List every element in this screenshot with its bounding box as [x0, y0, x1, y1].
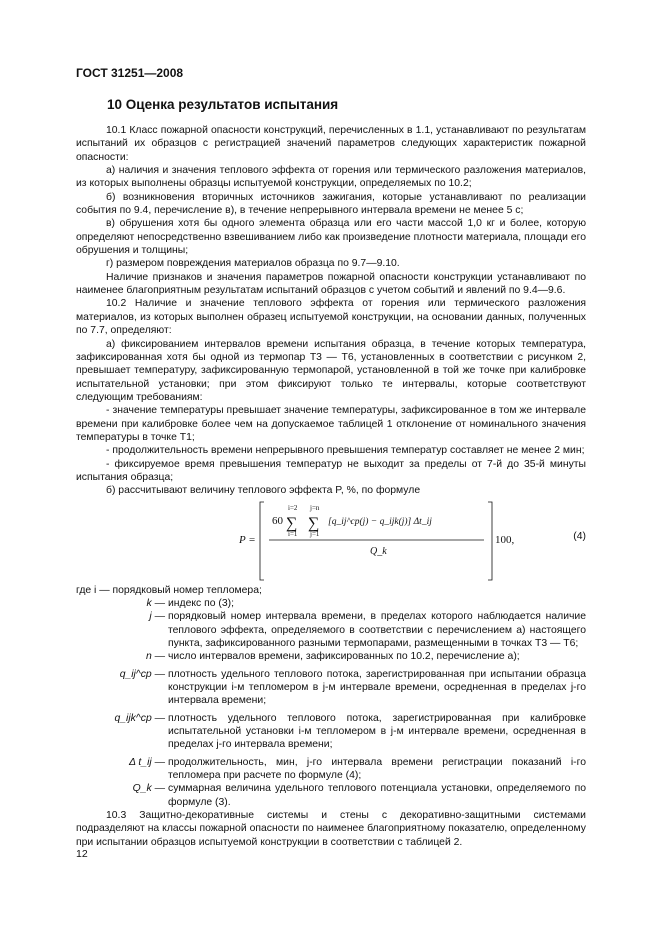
where-desc: плотность удельного теплового потока, зарегистрированная при испытании образца конструкции i-м тепломером в j-м интервале времени, осредненная в пределах j-го интервала времени;: [168, 668, 586, 707]
item-10-1-a: а) наличия и значения теплового эффекта от горения или термического разложения материалов, из которых выполнены образцы испытуемой конструкции, определяемых по 10.2;: [76, 165, 586, 190]
where-item: [76, 712, 586, 752]
where-symbol: Q_k —: [132, 783, 165, 795]
item-10-2-a: а) фиксированием интервалов времени испытания образца, в течение которых температура, зафиксированная хотя бы одной из термопар Т3 — Т6, установленных в соответствии с рисунком 2, превышает температуру, зафиксированную термопарой, установленной в той же точке при калибровке испытательной установки; при этом фиксируют только те интервалы, которые соответствуют следующим требованиям:: [76, 338, 586, 403]
dash-item-2: - продолжительность времени непрерывного превышения температур составляет не менее 2 мин;: [106, 445, 585, 457]
where-item: [76, 668, 586, 708]
where-symbol: j —: [149, 611, 165, 623]
formula-tail: 100,: [495, 533, 515, 546]
paragraph-10-2: 10.2 Наличие и значение теплового эффекта от горения или термического разложения материалов, из которых выполнен образец испытуемой конструкции, на основании данных, полученных по 7.7, определяют:: [76, 298, 586, 337]
formula-numerator: [q_ij^ср(j) − q_ijk(j)] Δt_ij: [328, 516, 432, 527]
where-item: [76, 597, 586, 610]
paragraph-10-1-note: Наличие признаков и значения параметров пожарной опасности конструкции устанавливают по наименее благоприятным результатам испытаний образцов с учетом событий и явлений по 9.4—9.6.: [76, 271, 586, 297]
where-item: [76, 610, 586, 650]
document-body: [76, 124, 586, 849]
formula-coef: 60: [272, 514, 283, 527]
item-10-1-v: в) обрушения хотя бы одного элемента образца или его части массой 1,0 кг и более, которую определяют непосредственно взвешиванием либо как произведение плотности материала, площади его обрушения и толщины;: [76, 218, 586, 257]
formula-graphic: [236, 498, 516, 584]
where-symbol: k —: [146, 597, 165, 609]
where-desc: плотность удельного теплового потока, зарегистрированная при калибровке испытательной установки i-м тепломером в j-м интервале времени, осредненная в пределах j-го интервала времени;: [168, 712, 586, 751]
where-desc: порядковый номер интервала времени, в пределах которого наблюдается наличие теплового эффекта, определяемого в соответствии с перечислением а) настоящего пункта, зафиксированного разными термопарами, размещенными в точках Т3 — Т6;: [168, 611, 586, 649]
where-item: [76, 756, 586, 783]
section-title: 10 Оценка результатов испытания: [107, 97, 339, 112]
item-10-1-g: г) размером повреждения материалов образца по 9.7—9.10.: [106, 258, 400, 270]
sum-i-symbol: ∑: [286, 514, 298, 532]
where-symbol: q_ijk^ср —: [114, 712, 165, 724]
where-symbol: q_ij^ср —: [119, 668, 165, 680]
where-intro: где i — порядковый номер тепломера;: [76, 584, 262, 596]
item-10-2-b: б) рассчитывают величину теплового эффекта P, %, по формуле: [106, 485, 421, 497]
formula-denominator: Q_k: [370, 545, 387, 557]
formula-lhs: P =: [239, 533, 256, 546]
paragraph-10-3: 10.3 Защитно-декоративные системы и стены с декоративно-защитными системами подразделяют на классы пожарной опасности по наименее благоприятному показателю, определенному при испытании образцов испытуемой конструкции в соответствии с таблицей 2.: [76, 810, 586, 848]
dash-item-3: - фиксируемое время превышения температур не выходит за пределы от 7-й до 35-й минуты испытания образца;: [76, 458, 586, 483]
dash-item-1: - значение температуры превышает значение температуры, зафиксированное в том же интервале времени при калибровке более чем на допускаемое таблицей 1 отклонение от номинального значения температуры в точке Т1;: [76, 405, 586, 443]
document-header: ГОСТ 31251—2008: [76, 66, 184, 80]
where-item: [76, 650, 586, 663]
equation-number: (4): [573, 530, 586, 542]
formula-4: [76, 498, 586, 584]
where-item: [76, 782, 586, 809]
where-symbol: Δ t_ij —: [128, 756, 165, 768]
sum-i-top: i=2: [288, 503, 298, 512]
sum-j-bot: j=1: [310, 529, 320, 538]
item-10-1-b: б) возникновения вторичных источников зажигания, которые устанавливают по реализации события по 9.4, перечисление в), в течение непрерывного интервала времени не менее 5 с;: [76, 191, 586, 217]
where-desc: индекс по (3);: [168, 597, 235, 609]
where-desc: продолжительность, мин, j-го интервала времени регистрации показаний i-го тепломера при расчете по формуле (4);: [168, 756, 586, 782]
paragraph-10-1: 10.1 Класс пожарной опасности конструкций, перечисленных в 1.1, устанавливают по результатам испытаний их образцов с регистрацией значений параметров следующих характеристик пожарной опасности:: [76, 125, 586, 163]
sum-j-symbol: ∑: [308, 514, 320, 532]
where-desc: число интервалов времени, зафиксированных по 10.2, перечисление а);: [168, 651, 520, 663]
page-number: 12: [76, 848, 88, 860]
where-desc: суммарная величина удельного теплового потенциала установки, определяемого по формуле (3).: [168, 783, 586, 808]
where-symbol: n —: [145, 651, 165, 663]
sum-i-bot: i=1: [288, 529, 298, 538]
sum-j-top: j=n: [310, 503, 320, 512]
